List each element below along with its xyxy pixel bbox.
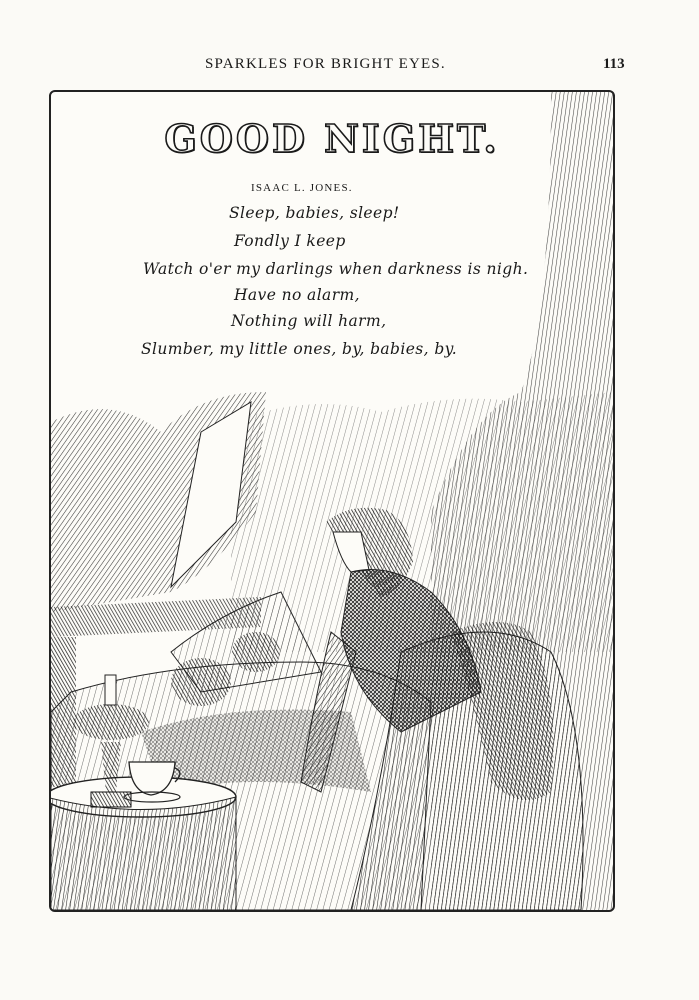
poem-title: GOOD NIGHT. xyxy=(164,116,500,161)
running-title: SPARKLES FOR BRIGHT EYES. xyxy=(205,56,446,72)
verse-line-5: Nothing will harm, xyxy=(231,312,387,330)
poem-author: ISAAC L. JONES. xyxy=(251,182,353,194)
candle xyxy=(105,675,116,705)
verse-line-3: Watch o'er my darlings when darkness is nigh. xyxy=(143,260,529,278)
verse-line-4: Have no alarm, xyxy=(234,286,360,304)
verse-line-1: Sleep, babies, sleep! xyxy=(229,204,400,222)
verse-line-2: Fondly I keep xyxy=(234,232,346,250)
verse-line-6: Slumber, my little ones, by, babies, by. xyxy=(141,340,458,358)
illustration-frame xyxy=(49,90,615,912)
lamp-bowl xyxy=(73,704,149,740)
page-number: 113 xyxy=(603,56,625,72)
lamp-base xyxy=(91,792,131,807)
bedside-table-cloth xyxy=(51,797,236,910)
running-head xyxy=(0,56,699,78)
